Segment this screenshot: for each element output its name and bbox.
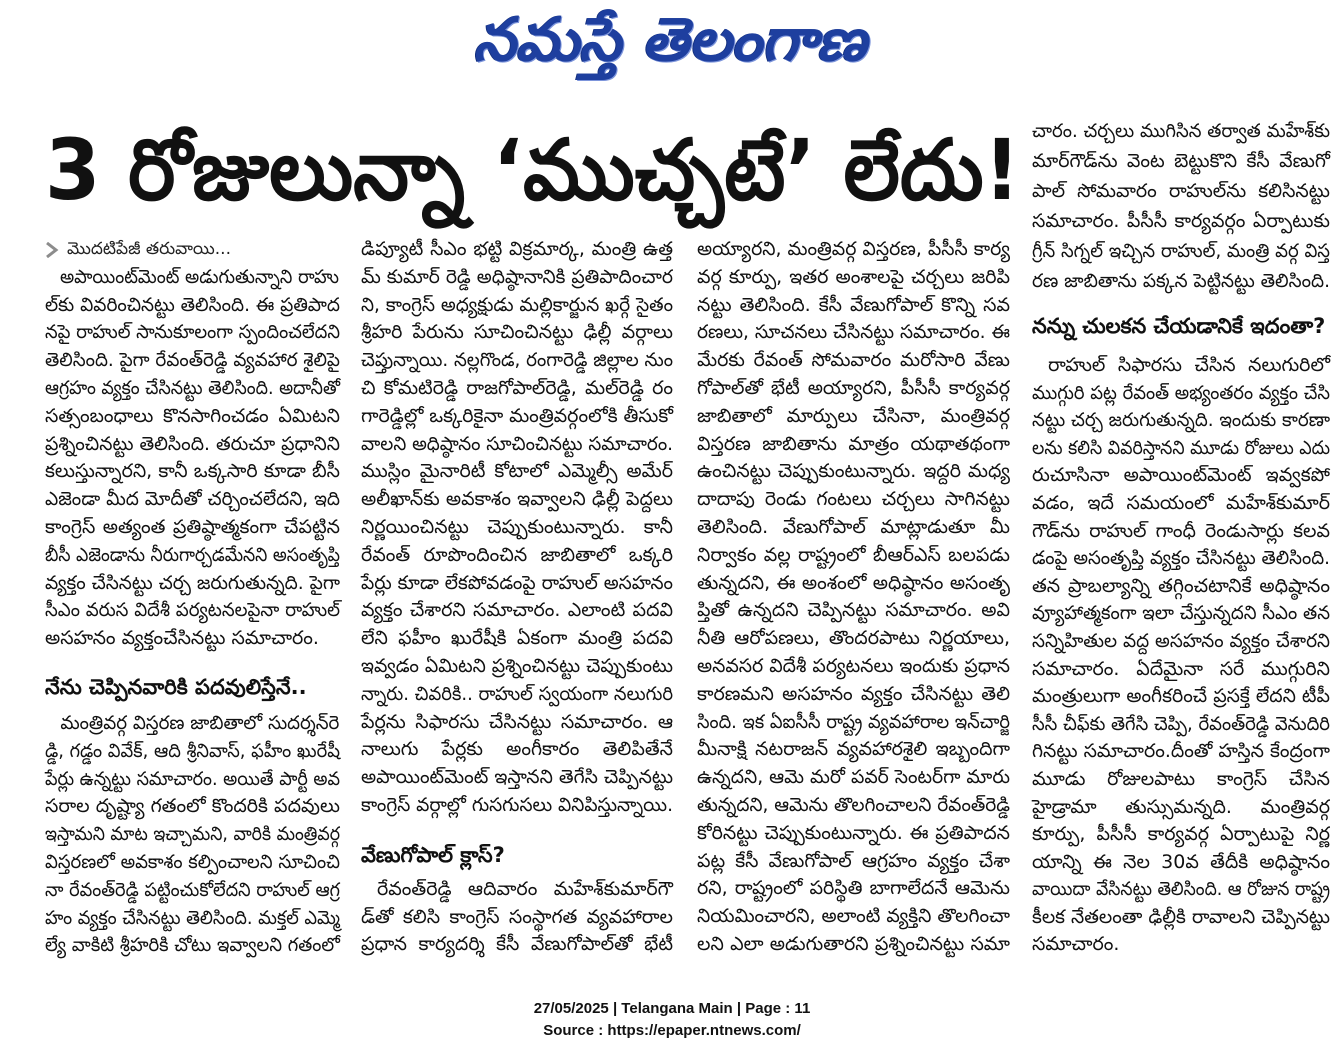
article-line: గౌడ్‌ను రాహుల్ గాంధీ రెండుసార్లు కలవ [1032, 519, 1330, 542]
article-line: హైడ్రామా తుస్సుమన్నది. మంత్రివర్గ [1032, 795, 1330, 818]
edition-info: 27/05/2025 | Telangana Main | Page : 11 [533, 1000, 811, 1017]
article-line: మీనాక్షి నటరాజన్ వ్యవహారశైలి ఇబ్బందిగా [697, 738, 1010, 761]
article-line: రుచూసినా అపాయింట్‌మెంట్ ఇవ్వకపో [1032, 464, 1330, 487]
article-line: రణలు, సూచనలు చేసినట్టు సమాచారం. ఈ [697, 321, 1010, 344]
article-subheading: నన్ను చులకన చేయడానికే ఇదంతా? [1032, 314, 1326, 338]
article-line: నియమించారని, అలాంటి వ్యక్తిని తొలగించా [697, 905, 1010, 928]
article-line: వడం, ఇదే సమయంలో మహేశ్‌కుమార్ [1032, 491, 1330, 514]
article-subheading: నేను చెప్పినవారికి పదవులిస్తేనే.. [45, 674, 307, 699]
article-line: మంత్రులుగా అంగీకరించే ప్రసక్తే లేదని టీపీ [1032, 685, 1330, 708]
article-line: మ్ కుమార్ రెడ్డి అధిష్ఠానానికి ప్రతిపాదించార [361, 265, 673, 288]
article-headline: 3 రోజులున్నా ‘ముచ్చటే’ లేదు! [45, 121, 1020, 219]
article-line: బీసీ ఎజెండాను నీరుగార్చడమేనని అసంతృప్తి [45, 543, 340, 566]
article-line: డ్డి, గడ్డం వివేక్, ఆది శ్రీనివాస్, ఫహీం ఖురేషీ [45, 739, 340, 762]
article-line: న్నారు. చివరికి.. రాహుల్ స్వయంగా నలుగురి [361, 682, 673, 705]
article-line: రని, రాష్ట్రంలో పరిస్థితి బాగాలేదనే ఆమెను [697, 877, 1010, 900]
article-line: నట్టు తెలిసింది. కేసీ వేణుగోపాల్ కొన్ని సవ [697, 293, 1010, 316]
article-line: ల్‌కు వివరించినట్టు తెలిసింది. ఈ ప్రతిపాద [45, 293, 340, 316]
article-line: జాబితాలో మార్పులు చేసినా, మంత్రివర్గ [697, 404, 1010, 427]
article-line: రేవంత్‌రెడ్డి ఆదివారం మహేశ్‌కుమార్‌గౌ [377, 877, 673, 900]
continued-from-label: మొదటిపేజీ తరువాయి... [67, 239, 231, 259]
article-line: అపాయింట్‌మెంట్ అడుగుతున్నాని రాహు [59, 265, 339, 288]
article-line: ముగ్గురి పట్ల రేవంత్ అభ్యంతరం వ్యక్తం చేసి [1032, 381, 1330, 404]
chevron-right-icon [45, 242, 59, 258]
article-line: ముస్లిం మైనారిటీ కోటాలో ఎమ్మెల్సీ అమేర్ [361, 460, 673, 483]
article-line: ఉంచినట్టు చెప్పుకుంటున్నారు. ఇద్దరి మధ్య [697, 460, 1010, 483]
column-4-section [1032, 352, 1330, 959]
article-line: వ్యూహాత్మకంగా ఇలా చేస్తున్నదని సీఎం తన [1032, 602, 1330, 625]
article-line: సమాచారం. ఏదేమైనా సరే ముగ్గురిని [1032, 657, 1330, 680]
column-4-continuation [1032, 116, 1330, 296]
article-line: కీలక నేతలంతా ఢిల్లీకి రావాలని చెప్పినట్టు [1032, 905, 1330, 928]
article-column-3 [697, 236, 1010, 959]
article-line: నా రేవంత్‌రెడ్డి పట్టించుకోలేదని రాహుల్ ఆగ్ర [45, 878, 340, 901]
article-line: సరాల దృష్ట్యా గతంలో కొందరికి పదవులు [45, 795, 340, 818]
article-line: తున్నదని, ఈ అంశంలో అధిష్ఠానం అసంతృ [697, 571, 1010, 594]
article-line: డ్‌తో కలిసి కాంగ్రెస్ సంస్థాగత వ్యవహారాల [361, 905, 673, 928]
article-line: మూడు రోజులపాటు కాంగ్రెస్ చేసిన [1032, 767, 1330, 790]
article-line: మార్‌గౌడ్‌ను వెంట బెట్టుకొని కేసీ వేణుగో [1032, 150, 1330, 172]
article-column-2 [361, 236, 673, 959]
article-line: పేర్లు ఉన్నట్టు సమాచారం. అయితే పార్టీ అవ [45, 767, 340, 790]
article-line: వాయిదా వేసినట్టు తెలిసింది. ఆ రోజున రాష్ట్ర [1032, 878, 1330, 901]
article-line: రణ జాబితాను పక్కన పెట్టినట్టు తెలిసింది. [1032, 270, 1330, 292]
article-line: ప్తితో ఉన్నదని చెప్పినట్టు సమాచారం. అవి [697, 599, 1010, 622]
article-line: మంత్రివర్గ విస్తరణ జాబితాలో సుదర్శన్‌రె [60, 711, 340, 734]
article-line: పట్ల కేసీ వేణుగోపాల్ ఆగ్రహం వ్యక్తం చేశా [697, 849, 1010, 872]
article-line: హం వ్యక్తం చేసినట్టు తెలిసింది. మక్తల్ ఎమ్మె [45, 906, 340, 929]
article-line: నిర్ణయించినట్టు చెప్పుకుంటున్నారు. కానీ [361, 515, 673, 538]
article-line: రాహుల్ సిఫారసు చేసిన నలుగురిలో [1048, 354, 1330, 376]
article-line: వ్యక్తం చేశారని సమాచారం. ఎలాంటి పదవి [361, 599, 673, 622]
article-line: ఇస్తామని మాట ఇచ్చామని, వారికి మంత్రివర్గ [45, 823, 340, 846]
source-link[interactable]: Source : https://epaper.ntnews.com/ [543, 1022, 801, 1039]
article-line: సమాచారం. [1032, 933, 1120, 956]
article-line: నీతి ఆరోపణలు, తొందరపాటు నిర్ణయాలు, [697, 627, 1010, 650]
article-line: తెలిసింది. వేణుగోపాల్ మాట్లాడుతూ మీ [697, 515, 1010, 538]
article-line: చి కోమటిరెడ్డి రాజగోపాల్‌రెడ్డి, మల్‌రెడ్డి రం [361, 376, 673, 399]
article-line: శ్రీహరి పేరును సూచించినట్టు ఢిల్లీ వర్గాలు [361, 321, 673, 344]
article-line: అసహనం వ్యక్తంచేసినట్టు సమాచారం. [45, 627, 319, 650]
article-line: చారం. చర్చలు ముగిసిన తర్వాత మహేశ్‌కు [1032, 120, 1330, 142]
article-line: కాంగ్రెస్ వర్గాల్లో గుసగుసలు వినిపిస్తున్నాయి. [361, 793, 673, 816]
article-line: రేవంత్ రూపొందించిన జాబితాలో ఒక్కరి [361, 543, 673, 566]
article-line: గినట్టు సమాచారం.దీంతో హస్తిన కేంద్రంగా [1032, 740, 1330, 763]
article-line: గోపాల్‌తో భేటీ అయ్యారని, పీసీసీ కార్యవర్గ [697, 376, 1010, 399]
article-line: సీసీ చీఫ్‌కు తెగేసి చెప్పి, రేవంత్‌రెడ్డి వెనుదిరి [1032, 712, 1330, 735]
article-line: సత్సంబంధాలు కొనసాగించడం ఏమిటని [45, 404, 340, 427]
article-line: డంపై అసంతృప్తి వ్యక్తం చేసినట్టు తెలిసింది. [1032, 547, 1330, 570]
article-line: యాన్ని ఈ నెల 30వ తేదీకి అధిష్ఠానం [1032, 850, 1330, 873]
article-line: చెప్తున్నాయి. నల్లగొండ, రంగారెడ్డి జిల్లాల నుం [361, 349, 673, 372]
article-line: సమాచారం. పీసీసీ కార్యవర్గం ఏర్పాటుకు [1032, 210, 1330, 232]
article-column-1 [45, 236, 340, 960]
article-line: గారెడ్డిల్లో ఒక్కరికైనా మంత్రివర్గంలోకి తీసుకో [361, 404, 673, 427]
article-line: లని ఎలా అడుగుతారని ప్రశ్నించినట్టు సమా [697, 932, 1010, 955]
article-line: ప్రశ్నించినట్టు తెలిసింది. తరుచూ ప్రధానిని [45, 432, 340, 455]
article-line: పాల్ సోమవారం రాహుల్‌ను కలిసినట్టు [1032, 180, 1330, 202]
article-line: గ్రీన్ సిగ్నల్ ఇచ్చిన రాహుల్, మంత్రి వర్గ విస్త [1032, 240, 1330, 262]
article-line: నట్టు చర్చ జరుగుతున్నది. ఇందుకు కారణా [1032, 409, 1330, 432]
article-line: సన్నిహితుల వద్ద అసహనం వ్యక్తం చేశారని [1032, 629, 1330, 652]
article-line: లేని ఫహీం ఖురేషీకి ఏకంగా మంత్రి పదవి [361, 627, 673, 650]
article-line: దాదాపు రెండు గంటలు చర్చలు సాగినట్టు [697, 488, 1010, 511]
article-line: ఆగ్రహం వ్యక్తం చేసినట్టు తెలిసింది. అదానీతో [45, 376, 340, 399]
article-line: కాంగ్రెస్ అత్యంత ప్రతిష్ఠాత్మకంగా చేపట్టిన [45, 515, 340, 538]
article-line: తన ప్రాబల్యాన్ని తగ్గించటానికే అధిష్ఠానం [1032, 574, 1330, 597]
article-line: కలుస్తున్నారని, కానీ ఒక్కసారి కూడా బీసీ [45, 460, 340, 483]
newspaper-masthead-logo: నమస్తే తెలంగాణ [473, 5, 867, 75]
article-line: ఉన్నదని, ఆమె మరో పవర్ సెంటర్‌గా మారు [697, 766, 1010, 789]
article-line: అపాయింట్‌మెంట్ ఇస్తానని తెగేసి చెప్పినట్టు [361, 766, 673, 789]
article-line: మేరకు రేవంత్ సోమవారం మరోసారి వేణు [697, 349, 1010, 372]
article-line: సీఎం వరుస విదేశీ పర్యటనలపైనా రాహుల్ [45, 599, 340, 622]
article-line: కారణమని అసహనం వ్యక్తం చేసినట్టు తెలి [697, 682, 1010, 705]
article-line: విస్తరణ జాబితాను మాత్రం యథాతథంగా [697, 432, 1010, 455]
article-line: ఎజెండా మీద మోదీతో చర్చించలేదని, ఇది [45, 488, 340, 511]
article-line: తున్నదని, ఆమెను తొలగించాలని రేవంత్‌రెడ్డి [697, 793, 1010, 816]
article-line: వాలని అధిష్ఠానం సూచించినట్టు సమాచారం. [361, 432, 673, 455]
article-line: నిర్వాకం వల్ల రాష్ట్రంలో బీఆర్‌ఎస్ బలపడు [697, 543, 1010, 566]
article-subheading: వేణుగోపాల్ క్లాస్? [361, 842, 505, 867]
article-line: డిప్యూటీ సీఎం భట్టి విక్రమార్క, మంత్రి ఉత్త [361, 238, 673, 260]
article-line: పేర్లు కూడా లేకపోవడంపై రాహుల్ అసహనం [361, 571, 673, 594]
article-line: ల్యే వాకిటి శ్రీహరికి చోటు ఇవ్వాలని గతంలో [45, 934, 340, 957]
article-line: కోరినట్టు చెప్పుకుంటున్నారు. ఈ ప్రతిపాదన [697, 821, 1010, 844]
article-line: ప్రధాన కార్యదర్శి కేసీ వేణుగోపాల్‌తో భేటీ [361, 933, 673, 956]
article-line: ని, కాంగ్రెస్ అధ్యక్షుడు మల్లికార్జున ఖర్గే సైతం [361, 293, 673, 316]
article-line: వ్యక్తం చేసినట్టు చర్చ జరుగుతున్నది. పైగా [45, 571, 340, 594]
article-line: విస్తరణలో అవకాశం కల్పించాలని సూచించి [45, 850, 340, 873]
article-line: అయ్యారని, మంత్రివర్గ విస్తరణ, పీసీసీ కార్య [697, 238, 1010, 260]
article-line: అలీఖాన్‌కు అవకాశం ఇవ్వాలని ఢిల్లీ పెద్దలు [361, 488, 673, 511]
article-column-4 [1032, 116, 1330, 959]
article-line: వర్గ కూర్పు, ఇతర అంశాలపై చర్చలు జరిపి [697, 265, 1010, 288]
article-line: పేర్లను సిఫారసు చేసినట్టు సమాచారం. ఆ [361, 710, 673, 733]
article-line: ఇవ్వడం ఏమిటని ప్రశ్నించినట్టు చెప్పుకుంటు [361, 654, 673, 677]
article-line: అనవసర విదేశీ పర్యటనలు ఇందుకు ప్రధాన [697, 654, 1010, 677]
article-line: సింది. ఇక ఏఐసీసీ రాష్ట్ర వ్యవహారాల ఇన్‌చార్జి [697, 710, 1010, 733]
article-line: తెలిసింది. పైగా రేవంత్‌రెడ్డి వ్యవహార శైలిపై [45, 349, 340, 372]
article-line: నాలుగు పేర్లకు అంగీకారం తెలిపితేనే [361, 738, 673, 761]
article-line: నపై రాహుల్ సానుకూలంగా స్పందించలేదని [45, 321, 340, 344]
article-line: లను కలిసి వివరిస్తానని మూడు రోజులు ఎదు [1032, 436, 1330, 459]
article-line: కూర్పు, పీసీసీ కార్యవర్గ ఏర్పాటుపై నిర్ణ [1032, 823, 1330, 846]
